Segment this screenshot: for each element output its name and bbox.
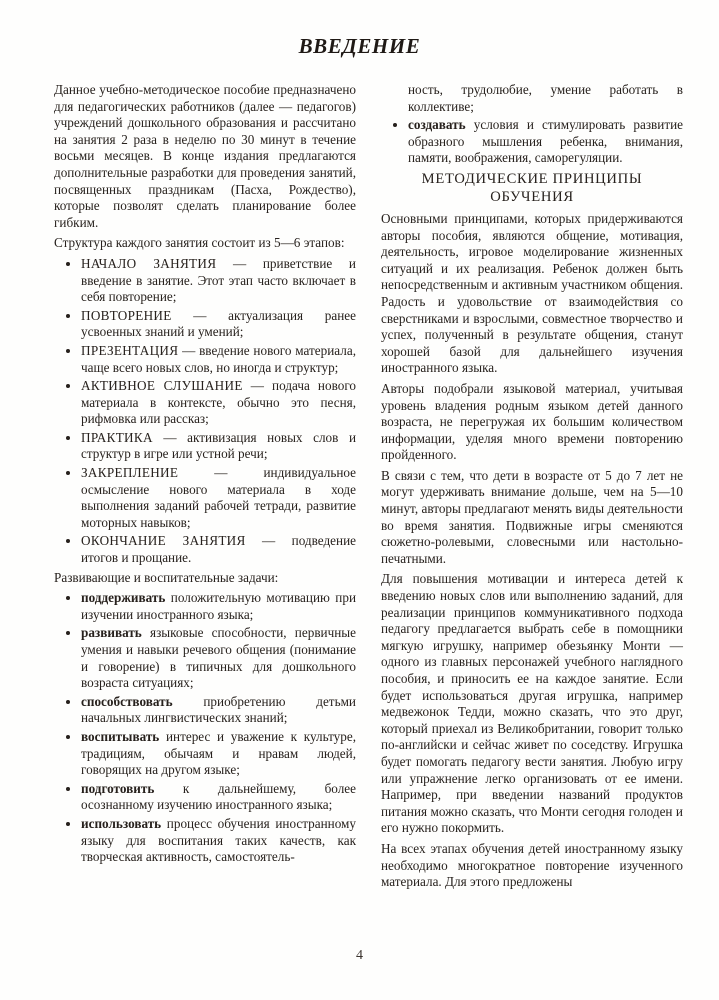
- stage-item: [81, 465, 356, 531]
- intro-paragraph: Данное учебно-методическое пособие предназначено для педагогических работников (далее — педагогов) учреждений дошкольного образования и рассчитано на занятия 2 раза в неделю по 30 минут в течение восьми месяцев. В конце издания предлагаются дополнительные разработки для проведения занятий, посвященных праздникам (Пасха, Рождество), которые позволят сделать планирование более гибким.: [54, 82, 356, 230]
- stage-term: ПОВТОРЕНИЕ: [81, 307, 172, 323]
- tasks-intro-paragraph: Развивающие и воспитательные задачи:: [54, 569, 279, 585]
- stage-item: [81, 430, 356, 463]
- body-paragraph: Основными принципами, которых придерживаются авторы пособия, являются общение, мотивация, деятельность, игровое моделирование жизненных ситуаций и их реализация. Ребенок должен быть непосредственным и активным участником общения. Радость и удовольствие от взаимодействия со сверстниками и взрослыми, совместное творчество и успех, полученный в результате общения, станут хорошей базой для дальнейшего изучения иностранного языка.: [381, 210, 683, 376]
- task-description: условия и стимулировать развитие образного мышления ребенка, внимания, памяти, воображения, саморегуляции.: [408, 117, 684, 166]
- task-item: [81, 816, 356, 866]
- stage-item: [81, 343, 356, 376]
- task-item: [81, 694, 356, 727]
- stage-term: ПРАКТИКА: [81, 429, 153, 445]
- task-description: к дальнейшему, более осознанному изучению иностранного языка;: [81, 780, 356, 813]
- stage-term: АКТИВНОЕ СЛУШАНИЕ: [81, 378, 243, 394]
- task-lead: использовать: [81, 815, 162, 831]
- tasks-list: [54, 590, 356, 866]
- task-item: [81, 729, 356, 779]
- task-lead: воспитывать: [81, 728, 160, 744]
- two-column-layout: [54, 82, 683, 895]
- stage-term: ПРЕЗЕНТАЦИЯ: [81, 342, 179, 358]
- stage-description: — активизация новых слов и структур в игре или устной речи;: [81, 429, 357, 462]
- task-item: [81, 625, 356, 691]
- stage-term: ЗАКРЕПЛЕНИЕ: [81, 465, 179, 481]
- task-lead: поддерживать: [81, 590, 166, 606]
- stage-item: [81, 308, 356, 341]
- stage-description: — индивидуальное осмысление нового материала в ходе выполнения заданий рабочей тетради, развитие моторных навыков;: [81, 465, 356, 530]
- body-paragraph: Для повышения мотивации и интереса детей к введению новых слов или выполнению заданий, для реализации принципов коммуникативного подхода педагогу предлагается выбрать себе в помощники мягкую игрушку, например обезьянку Монти — одного из главных персонажей учебного наглядного пособия, и приносить ее на каждое занятие. Если будет использоваться другая игрушка, например медвежонок Тедди, можно сказать, что это друг, который приехал из Великобритании, говорит только по-английски и сейчас живет по соседству. Игрушка будет помогать педагогу вести занятия. Любую игру или упражнение легко организовать от ее имени. Например, при введении названий продуктов питания можно сказать, что Монти сегодня голоден и его нужно покормить.: [381, 571, 683, 836]
- task-lead: способствовать: [81, 693, 173, 709]
- section-heading: МЕТОДИЧЕСКИЕ ПРИНЦИПЫ ОБУЧЕНИЯ: [421, 170, 643, 205]
- task-description: процесс обучения иностранному языку для воспитания таких качеств, как творческая активность, самостоятель-: [81, 815, 356, 865]
- right-column: [381, 82, 683, 895]
- task-item: [81, 781, 356, 814]
- stage-item: [81, 378, 356, 428]
- stage-item: [81, 533, 356, 566]
- stage-description: — подача нового материала в контексте, обычно это песня, рифмовка или рассказ;: [81, 378, 356, 427]
- task-continuation-text: ность, трудолюбие, умение работать в коллективе;: [408, 82, 683, 114]
- task-lead: подготовить: [81, 780, 155, 796]
- left-column: [54, 82, 356, 895]
- stage-description: — актуализация ранее усвоенных знаний и умений;: [81, 307, 356, 340]
- tasks-list-continued: [381, 117, 683, 167]
- stage-description: — введение нового материала, чаще всего новых слов, но иногда и структур;: [81, 342, 356, 375]
- lesson-stages-list: [54, 256, 356, 567]
- task-item: [81, 590, 356, 623]
- body-paragraph: Авторы подобрали языковой материал, учитывая уровень владения родным языком детей данного возраста, не перегружая их большим количеством информации, уделяя много времени повторению пройденного.: [381, 380, 683, 463]
- task-description: языковые способности, первичные умения и навыки речевого общения (понимание и говорение) в типичных для дошкольного возраста ситуациях;: [81, 625, 357, 691]
- page-title: ВВЕДЕНИЕ: [298, 34, 421, 58]
- body-paragraph: В связи с тем, что дети в возрасте от 5 до 7 лет не могут удерживать внимание дольше, чем на 5—10 минут, авторы предлагают менять виды деятельности во время занятия. Подвижные игры сменяются сюжетно-ролевыми, словесными или настольно-печатными.: [381, 467, 683, 566]
- structure-intro-paragraph: Структура каждого занятия состоит из 5—6 этапов:: [54, 235, 345, 251]
- body-paragraph: На всех этапах обучения детей иностранному языку необходимо многократное повторение изученного материала. Для этого предложены: [381, 840, 683, 890]
- task-description: положительную мотивацию при изучении иностранного языка;: [81, 590, 357, 622]
- stage-description: — приветствие и введение в занятие. Этот этап часто включает в себя повторение;: [81, 255, 356, 305]
- stage-term: ОКОНЧАНИЕ ЗАНЯТИЯ: [81, 533, 246, 549]
- task-description: интерес и уважение к культуре, традициям, обычаям и нравам людей, говорящих на другом языке;: [81, 728, 357, 778]
- task-lead: создавать: [408, 117, 466, 133]
- task-lead: развивать: [81, 625, 142, 641]
- task-item: [408, 117, 683, 167]
- stage-term: НАЧАЛО ЗАНЯТИЯ: [81, 255, 217, 271]
- stage-description: — подведение итогов и прощание.: [81, 533, 356, 566]
- stage-item: [81, 256, 356, 306]
- task-description: приобретению детьми начальных лингвистических знаний;: [81, 693, 356, 726]
- page-number: 4: [356, 948, 363, 963]
